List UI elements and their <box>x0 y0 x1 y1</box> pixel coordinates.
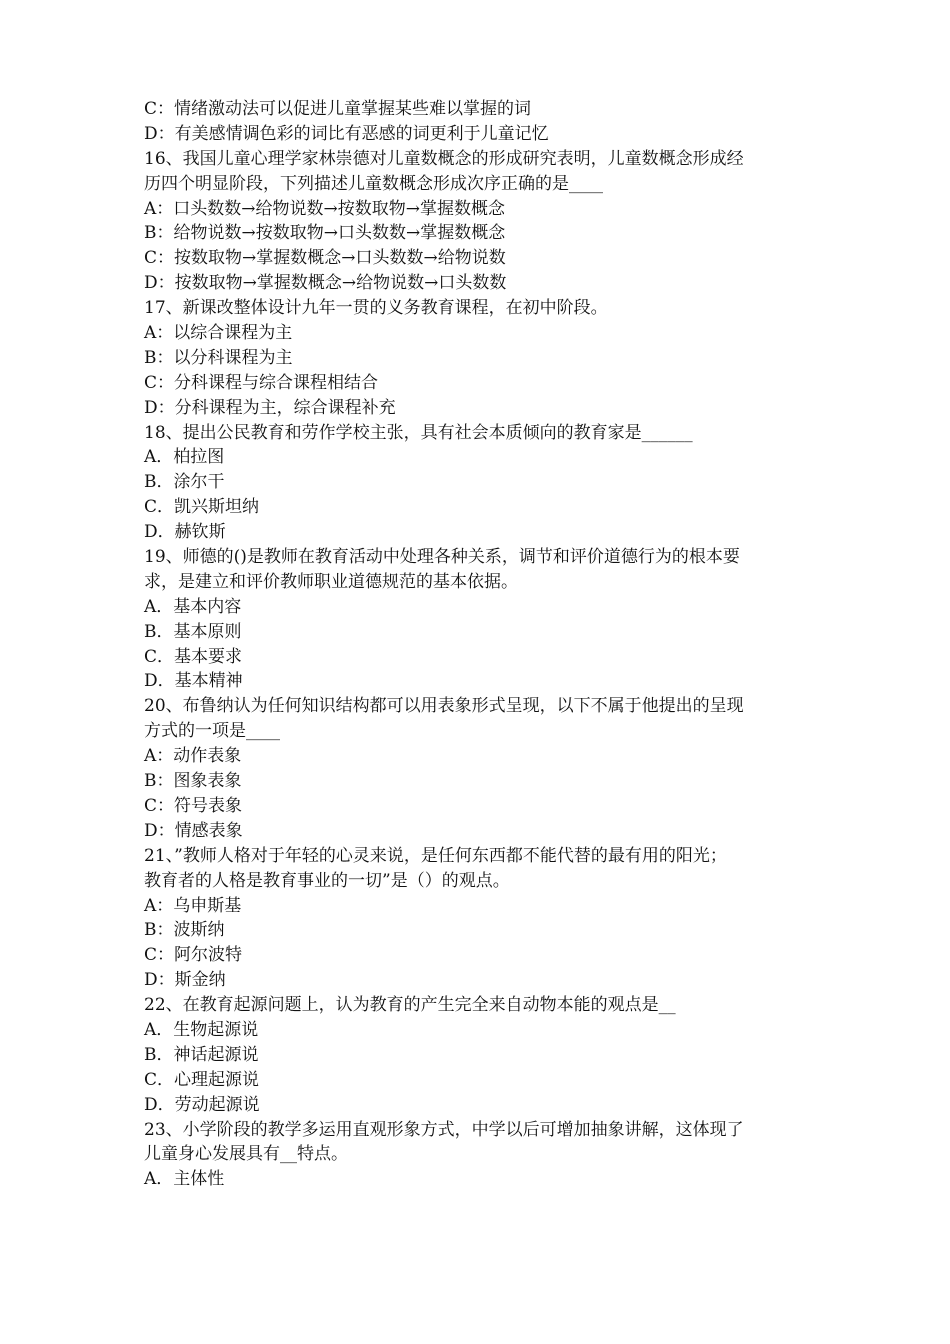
question-21-line-1: 21、”教师人格对于年轻的心灵来说，是任何东西都不能代替的最有用的阳光； <box>144 845 727 866</box>
option-c-q22: C．心理起源说 <box>144 1069 260 1090</box>
question-23-line-1: 23、小学阶段的教学多运用直观形象方式，中学以后可增加抽象讲解，这体现了 <box>144 1119 744 1140</box>
option-a-q18: A．柏拉图 <box>144 447 225 468</box>
question-23-line-2: 儿童身心发展具有__特点。 <box>144 1144 348 1165</box>
option-d-q21: D：斯金纳 <box>144 970 226 991</box>
option-d-q18: D．赫钦斯 <box>144 522 226 543</box>
option-b-q19: B．基本原则 <box>144 621 242 642</box>
question-21-line-2: 教育者的人格是教育事业的一切”是（）的观点。 <box>144 870 510 891</box>
option-b-q16: B：给物说数→按数取物→口头数数→掌握数概念 <box>144 223 506 244</box>
option-d-q15: D：有美感情调色彩的词比有恶感的词更利于儿童记忆 <box>144 123 549 144</box>
question-22: 22、在教育起源问题上，认为教育的产生完全来自动物本能的观点是__ <box>144 995 676 1016</box>
option-b-q22: B．神话起源说 <box>144 1044 259 1065</box>
option-b-q18: B．涂尔干 <box>144 472 225 493</box>
option-b-q20: B：图象表象 <box>144 771 242 792</box>
option-a-q19: A．基本内容 <box>144 596 242 617</box>
question-20-line-2: 方式的一项是____ <box>144 721 280 742</box>
question-16-line-2: 历四个明显阶段，下列描述儿童数概念形成次序正确的是____ <box>144 173 603 194</box>
option-b-q21: B：波斯纳 <box>144 920 225 941</box>
option-a-q22: A．生物起源说 <box>144 1019 259 1040</box>
option-d-q17: D：分科课程为主，综合课程补充 <box>144 397 396 418</box>
question-20-line-1: 20、布鲁纳认为任何知识结构都可以用表象形式呈现，以下不属于他提出的呈现 <box>144 696 744 717</box>
option-d-q20: D：情感表象 <box>144 820 243 841</box>
option-c-q19: C．基本要求 <box>144 646 243 667</box>
option-a-q17: A：以综合课程为主 <box>144 323 293 344</box>
option-c-q15: C：情绪激动法可以促进儿童掌握某些难以掌握的词 <box>144 99 532 119</box>
question-19-line-2: 求，是建立和评价教师职业道德规范的基本依据。 <box>144 571 518 592</box>
option-d-q19: D．基本精神 <box>144 671 243 692</box>
option-a-q20: A：动作表象 <box>144 746 242 767</box>
question-16-line-1: 16、我国儿童心理学家林崇德对儿童数概念的形成研究表明，儿童数概念形成经 <box>144 148 744 169</box>
option-c-q20: C：符号表象 <box>144 795 243 816</box>
question-18: 18、提出公民教育和劳作学校主张，具有社会本质倾向的教育家是______ <box>144 422 693 443</box>
option-a-q21: A：乌申斯基 <box>144 895 242 916</box>
option-a-q23: A．主体性 <box>144 1169 225 1190</box>
option-d-q22: D．劳动起源说 <box>144 1094 260 1115</box>
question-17: 17、新课改整体设计九年一贯的义务教育课程，在初中阶段。 <box>144 298 608 319</box>
question-19-line-1: 19、师德的()是教师在教育活动中处理各种关系，调节和评价道德行为的根本要 <box>144 547 740 568</box>
option-c-q16: C：按数取物→掌握数概念→口头数数→给物说数 <box>144 248 506 269</box>
option-c-q17: C：分科课程与综合课程相结合 <box>144 372 379 393</box>
option-d-q16: D：按数取物→掌握数概念→给物说数→口头数数 <box>144 273 507 294</box>
option-a-q16: A：口头数数→给物说数→按数取物→掌握数概念 <box>144 198 506 219</box>
option-b-q17: B：以分科课程为主 <box>144 347 293 368</box>
option-c-q21: C：阿尔波特 <box>144 945 243 966</box>
page-content <box>144 97 816 1192</box>
option-c-q18: C．凯兴斯坦纳 <box>144 497 260 518</box>
